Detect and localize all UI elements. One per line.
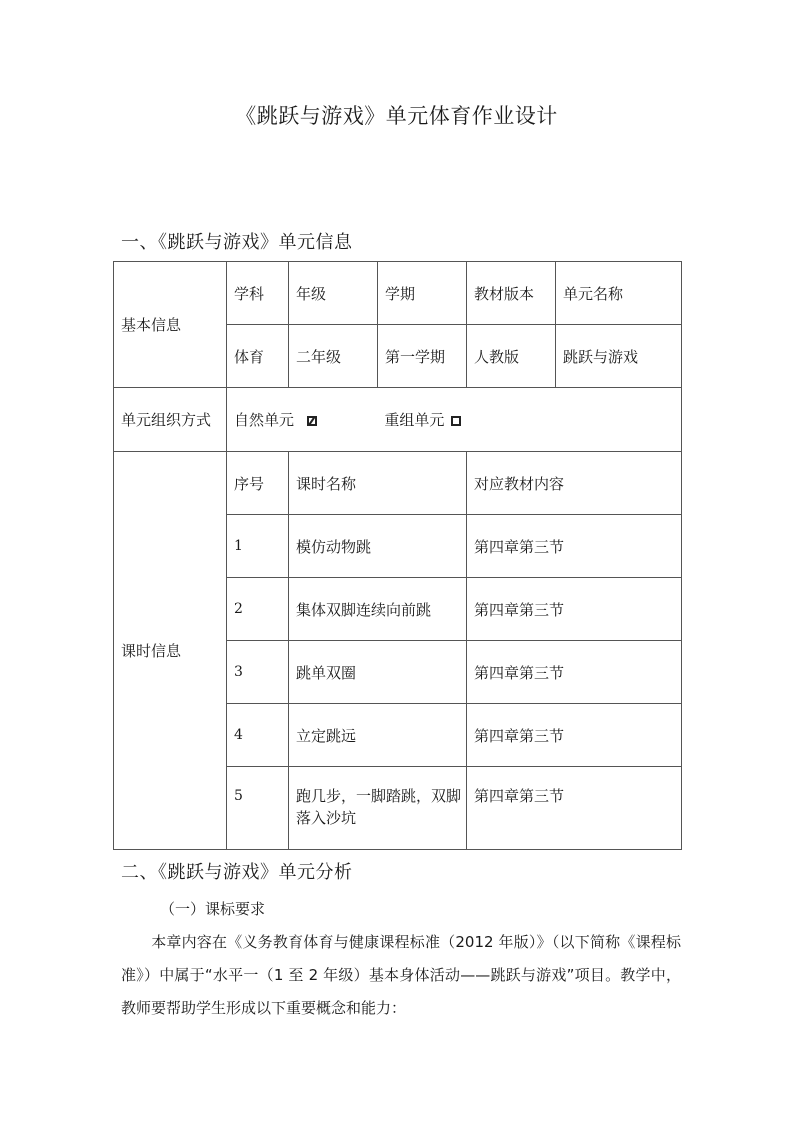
lesson-no: 5 xyxy=(227,767,289,850)
header-unit-name: 单元名称 xyxy=(556,262,682,325)
lesson-no: 2 xyxy=(227,578,289,641)
value-unit-name: 跳跃与游戏 xyxy=(556,325,682,388)
lesson-content: 第四章第三节 xyxy=(467,515,682,578)
lesson-content: 第四章第三节 xyxy=(467,641,682,704)
organization-options xyxy=(227,388,682,452)
page-title: 《跳跃与游戏》单元体育作业设计 xyxy=(235,104,558,128)
paragraph-text: 本章内容在《义务教育体育与健康课程标准（2012 年版）》（以下简称《课程标准》）中属于“水平一（1 至 2 年级）基本身体活动——跳跃与游戏”项目。教学中，教师要帮助学生形成以下重要概念和能力： xyxy=(121,933,681,1017)
header-semester: 学期 xyxy=(378,262,467,325)
value-textbook-version: 人教版 xyxy=(467,325,556,388)
lesson-no: 3 xyxy=(227,641,289,704)
value-subject: 体育 xyxy=(227,325,289,388)
curriculum-paragraph xyxy=(121,926,681,1025)
header-subject: 学科 xyxy=(227,262,289,325)
lesson-content: 第四章第三节 xyxy=(467,767,682,850)
header-grade: 年级 xyxy=(289,262,378,325)
regroup-unit-checkbox[interactable] xyxy=(451,416,461,426)
natural-unit-label: 自然单元 xyxy=(234,411,295,429)
lesson-no: 4 xyxy=(227,704,289,767)
natural-unit-checkbox[interactable] xyxy=(307,416,317,426)
organization-label: 单元组织方式 xyxy=(114,388,227,452)
value-semester: 第一学期 xyxy=(378,325,467,388)
lesson-name: 模仿动物跳 xyxy=(289,515,467,578)
lesson-no: 1 xyxy=(227,515,289,578)
lesson-name: 跳单双圈 xyxy=(289,641,467,704)
lesson-name: 跑几步，一脚踏跳，双脚落入沙坑 xyxy=(289,767,467,850)
lesson-content: 第四章第三节 xyxy=(467,578,682,641)
section-heading-unit-info: 一、《跳跃与游戏》单元信息 xyxy=(121,232,353,253)
value-grade: 二年级 xyxy=(289,325,378,388)
subsection-heading-curriculum: （一）课标要求 xyxy=(160,900,266,918)
table-row xyxy=(114,262,682,325)
header-no: 序号 xyxy=(227,452,289,515)
lesson-name: 立定跳远 xyxy=(289,704,467,767)
lesson-content: 第四章第三节 xyxy=(467,704,682,767)
basic-info-label: 基本信息 xyxy=(114,262,227,388)
regroup-unit-label: 重组单元 xyxy=(384,411,445,429)
section-heading-unit-analysis: 二、《跳跃与游戏》单元分析 xyxy=(121,862,353,883)
header-lesson-name: 课时名称 xyxy=(289,452,467,515)
lessons-label: 课时信息 xyxy=(114,452,227,850)
table-row xyxy=(114,452,682,515)
lesson-name: 集体双脚连续向前跳 xyxy=(289,578,467,641)
unit-info-table xyxy=(113,261,682,850)
header-textbook-content: 对应教材内容 xyxy=(467,452,682,515)
table-row xyxy=(114,388,682,452)
header-textbook-version: 教材版本 xyxy=(467,262,556,325)
